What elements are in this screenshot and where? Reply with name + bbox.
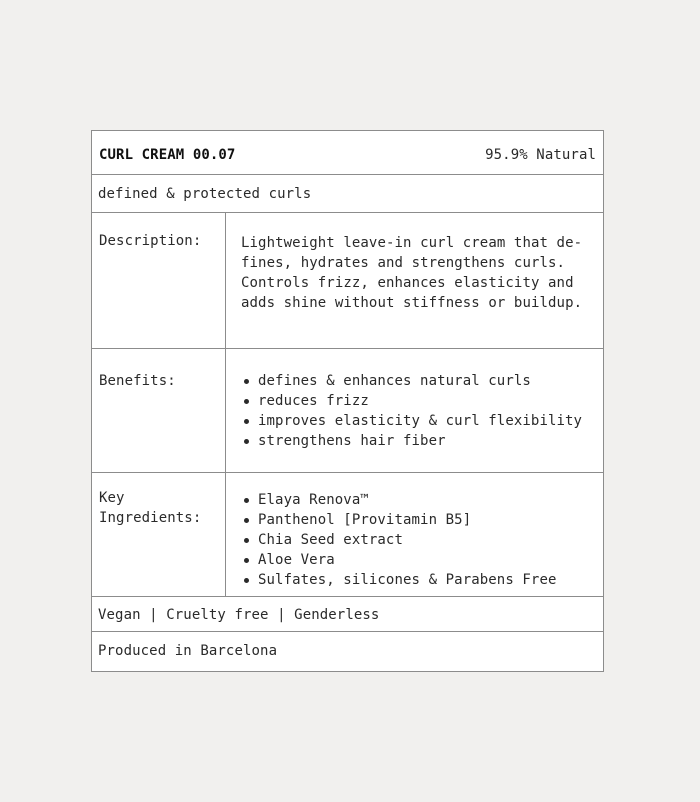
ingredients-list-wrap <box>241 490 557 590</box>
benefits-row <box>92 349 603 473</box>
benefits-label: Benefits: <box>99 373 176 389</box>
ingredients-list <box>241 490 557 590</box>
origin-row <box>92 632 603 672</box>
claims-text: Vegan | Cruelty free | Genderless <box>98 607 380 623</box>
header-row <box>92 131 603 175</box>
ingredient-item: Sulfates, silicones & Parabens Free <box>241 570 557 590</box>
description-row <box>92 213 603 349</box>
description-line: fines, hydrates and strengthens curls. <box>241 255 566 271</box>
ingredients-label-line: Ingredients: <box>99 510 202 526</box>
benefits-list-wrap <box>241 371 582 451</box>
claims-row <box>92 597 603 632</box>
ingredient-item: Chia Seed extract <box>241 530 557 550</box>
description-line: Lightweight leave-in curl cream that de- <box>241 235 583 251</box>
benefit-item: strengthens hair fiber <box>241 431 582 451</box>
tagline-row <box>92 175 603 213</box>
product-name: CURL CREAM 00.07 <box>99 147 236 163</box>
tagline: defined & protected curls <box>98 186 312 202</box>
benefit-item: reduces frizz <box>241 391 582 411</box>
origin-text: Produced in Barcelona <box>98 643 278 659</box>
benefit-item: improves elasticity & curl flexibility <box>241 411 582 431</box>
ingredients-label-line: Key <box>99 490 125 506</box>
ingredient-item: Aloe Vera <box>241 550 557 570</box>
benefit-item: defines & enhances natural curls <box>241 371 582 391</box>
ingredients-row <box>92 473 603 597</box>
column-divider <box>225 349 226 472</box>
description-line: Controls frizz, enhances elasticity and <box>241 275 574 291</box>
description-line: adds shine without stiffness or buildup. <box>241 295 583 311</box>
ingredient-item: Panthenol [Provitamin B5] <box>241 510 557 530</box>
description-label: Description: <box>99 233 202 249</box>
ingredients-label <box>99 488 201 528</box>
column-divider <box>225 213 226 348</box>
natural-percentage: 95.9% Natural <box>485 147 596 163</box>
benefits-list <box>241 371 582 451</box>
product-label-card <box>91 130 604 672</box>
description-text <box>241 233 582 313</box>
ingredient-item: Elaya Renova™ <box>241 490 557 510</box>
column-divider <box>225 473 226 596</box>
